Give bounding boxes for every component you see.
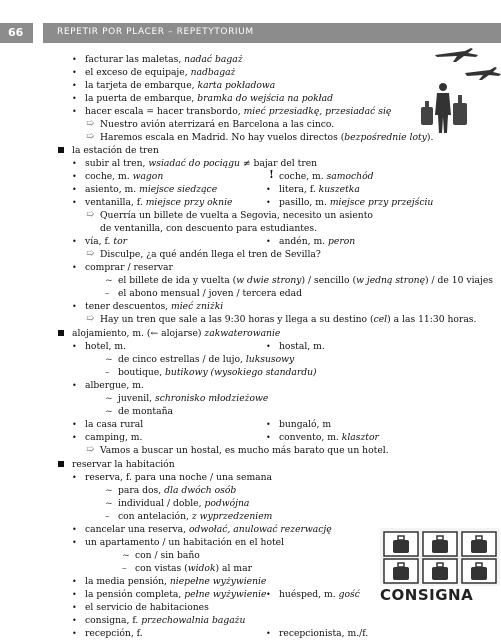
tilde-mark: ~ xyxy=(105,485,113,496)
list-item: • tener descuentos, mieć zniżki xyxy=(85,301,223,313)
list-item: • la media pensión, niepełne wyżywienie xyxy=(85,576,266,588)
list-item: • consigna, f. przechowalnia bagażu xyxy=(85,615,245,627)
dash-mark: – xyxy=(122,563,127,574)
arrow-icon: ➯ xyxy=(86,209,95,220)
section-heading: la estación de tren xyxy=(72,145,159,156)
list-item: • cancelar una reserva, odwołać, anulować rezerwację xyxy=(85,524,332,536)
section-square-icon xyxy=(58,147,64,153)
list-item: • facturar las maletas, nadać bagaż xyxy=(85,54,243,66)
exclamation-icon: ! xyxy=(269,168,274,181)
sub-item: el billete de ida y vuelta (w dwie strony) / sencillo (w jedną stronę) / de 10 viajes xyxy=(118,275,494,286)
header-separator xyxy=(33,23,43,43)
list-item: • la puerta de embarque, bramka do wejścia na pokład xyxy=(85,93,333,105)
tilde-mark: ~ xyxy=(105,354,113,365)
list-item: • la tarjeta de embarque, karta pokładowa xyxy=(85,80,275,92)
list-item: • camping, m. xyxy=(85,432,142,444)
sub-item: de cinco estrellas / de lujo, luksusowy xyxy=(118,354,295,365)
page-number: 66 xyxy=(8,26,24,39)
arrow-icon: ➯ xyxy=(86,131,95,142)
list-item: • el exceso de equipaje, nadbagaż xyxy=(85,67,235,79)
dash-mark: – xyxy=(105,511,110,522)
list-item: • albergue, m. xyxy=(85,380,144,392)
list-item: • vía, f. tor xyxy=(85,236,127,248)
tilde-mark: ~ xyxy=(105,406,113,417)
list-item: • convento, m. klasztor xyxy=(279,432,379,444)
tilde-mark: ~ xyxy=(105,498,113,509)
list-item: • recepcionista, m./f. xyxy=(279,628,368,640)
sub-item: boutique, butikowy (wysokiego standardu) xyxy=(118,367,317,378)
sub-item: individual / doble, podwójna xyxy=(118,498,250,509)
page-header xyxy=(0,23,501,43)
section-heading: alojamiento, m. (← alojarse) zakwaterowanie xyxy=(72,328,281,339)
list-item: • litera, f. kuszetka xyxy=(279,184,360,196)
sub-item: para dos, dla dwóch osób xyxy=(118,485,237,496)
sub-item: el abono mensual / joven / tercera edad xyxy=(118,288,303,299)
example-sentence: Haremos escala en Madrid. No hay vuelos directos (bezpośrednie loty). xyxy=(100,132,434,143)
section-heading: reservar la habitación xyxy=(72,459,175,470)
example-sentence: Disculpe, ¿a qué andén llega el tren de Sevilla? xyxy=(100,249,321,260)
list-item: • coche, m. wagon xyxy=(85,171,163,183)
list-item: • subir al tren, wsiadać do pociągu ≠ bajar del tren xyxy=(85,158,317,170)
tilde-mark: ~ xyxy=(122,550,130,561)
arrow-icon: ➯ xyxy=(86,313,95,324)
list-item: • huésped, m. gość xyxy=(279,589,360,601)
sub-item: con / sin baño xyxy=(135,550,200,561)
list-item: • ventanilla, f. miejsce przy oknie xyxy=(85,197,232,209)
list-item: • pasillo, m. miejsce przy przejściu xyxy=(279,197,433,209)
list-item: • andén, m. peron xyxy=(279,236,355,248)
section-square-icon xyxy=(58,461,64,467)
arrow-icon: ➯ xyxy=(86,248,95,259)
example-sentence: Nuestro avión aterrizará en Barcelona a las cinco. xyxy=(100,119,335,130)
list-item: • hotel, m. xyxy=(85,341,126,353)
tilde-mark: ~ xyxy=(105,393,113,404)
list-item: • bungaló, m xyxy=(279,419,331,431)
example-sentence: Hay un tren que sale a las 9:30 horas y llega a su destino (cel) a las 11:30 horas. xyxy=(100,314,477,325)
dash-mark: – xyxy=(105,367,110,378)
list-item: • recepción, f. xyxy=(85,628,143,640)
luggage-lockers-icon xyxy=(380,528,500,586)
list-item: • reserva, f. para una noche / una semana xyxy=(85,472,272,484)
list-item: • hostal, m. xyxy=(279,341,325,353)
list-item: coche, m. samochód xyxy=(279,171,374,182)
example-sentence: de ventanilla, con descuento para estudiantes. xyxy=(100,223,318,234)
list-item: • la casa rural xyxy=(85,419,143,431)
example-sentence: Vamos a buscar un hostal, es mucho más barato que un hotel. xyxy=(100,445,389,456)
tilde-mark: ~ xyxy=(105,275,113,286)
sub-item: juvenil, schronisko młodzieżowe xyxy=(118,393,269,404)
arrow-icon: ➯ xyxy=(86,444,95,455)
list-item: • comprar / reservar xyxy=(85,262,173,274)
list-item: • hacer escala = hacer transbordo, mieć przesiadkę, przesiadać się xyxy=(85,106,391,118)
list-item: • el servicio de habitaciones xyxy=(85,602,209,614)
example-sentence: Querría un billete de vuelta a Segovia, necesito un asiento xyxy=(100,210,373,221)
section-square-icon xyxy=(58,330,64,336)
list-item: • un apartamento / un habitación en el hotel xyxy=(85,537,284,549)
traveler-airplane-icon xyxy=(395,45,501,135)
consigna-label: CONSIGNA xyxy=(380,586,474,604)
sub-item: con antelación, z wyprzedzeniem xyxy=(118,511,273,522)
dash-mark: – xyxy=(105,288,110,299)
list-item: • asiento, m. miejsce siedzące xyxy=(85,184,217,196)
sub-item: con vistas (widok) al mar xyxy=(135,563,252,574)
sub-item: de montaña xyxy=(118,406,173,417)
arrow-icon: ➯ xyxy=(86,118,95,129)
header-title: REPETIR POR PLACER – REPETYTORIUM xyxy=(57,27,254,37)
list-item: • la pensión completa, pełne wyżywienie xyxy=(85,589,266,601)
